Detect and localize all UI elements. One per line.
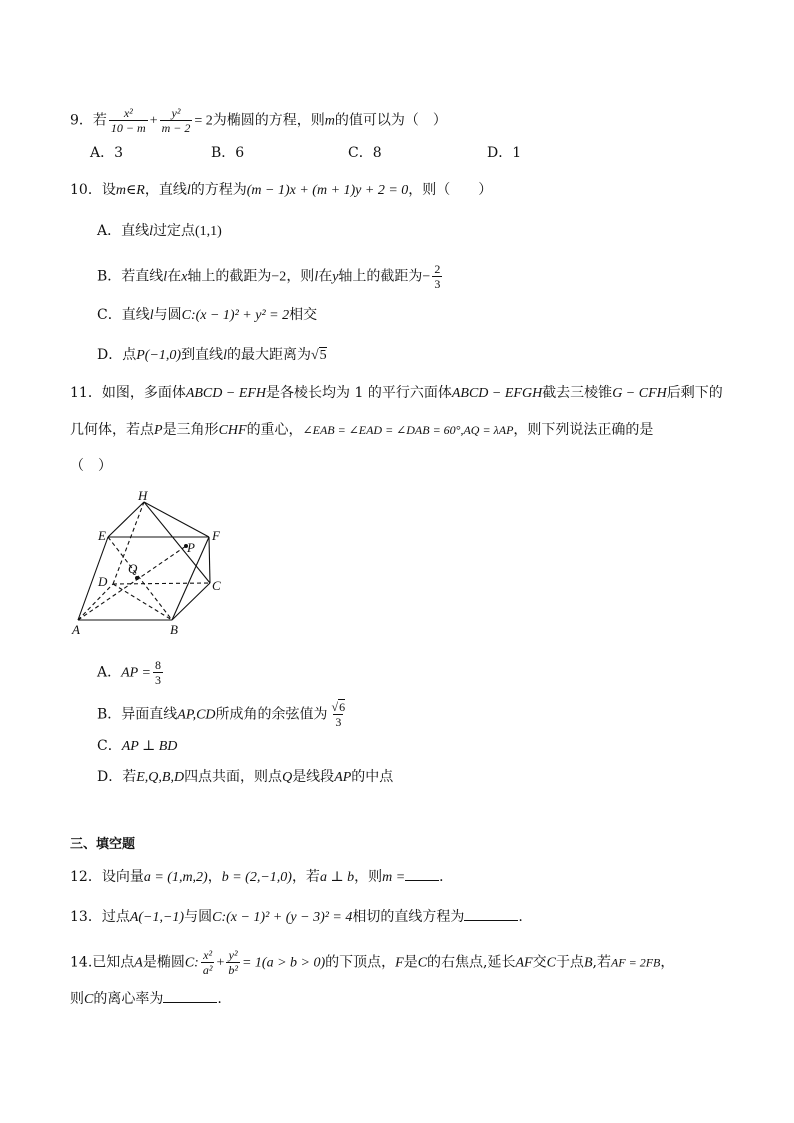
q9-frac1: $\frac{\text{x²}}{10 - m}$: [110, 106, 146, 135]
q11-option-c: C．AP ⊥ BD: [97, 738, 178, 754]
q11-stem-line1: 11．如图，多面体ABCD − EFH是各棱长均为 1 的平行六面体ABCD − EFGH截去三棱锥G − CFH后剩下的: [70, 385, 723, 401]
section-title: 三、填空题: [70, 837, 136, 852]
q10-stem: 10．设m∈R，直线l的方程为(m − 1)x + (m + 1)y + 2 = 0，则（ ）: [70, 182, 493, 198]
label-e: E: [98, 528, 106, 543]
q9-option-a: A．3: [90, 145, 124, 161]
label-a: A: [72, 622, 80, 637]
q14-frac1: $\frac{\text{x²}}{\text{a²}}$: [202, 948, 213, 977]
edge-hc: [144, 502, 210, 583]
q13-answer-blank[interactable]: [464, 908, 518, 921]
q14-stem-line1: 14.已知点A是椭圆C: $\frac{\text{x²}}{\text{a²}}$ + $\frac{\text{y²}}{\text{b²}}$ = 1(a > b > 0)的下顶点，F是C的右焦点,延长AF交C于点B,若AF = 2FB，: [70, 948, 675, 977]
q9-frac2: $\frac{\text{y²}}{m - 2}$: [161, 106, 191, 135]
label-q: Q: [128, 561, 138, 576]
segment-db: [113, 584, 172, 620]
label-f: F: [212, 528, 220, 543]
q9-option-d: D．1: [487, 145, 522, 161]
q12-stem: 12．设向量a = (1,m,2)，b = (2,−1,0)，若a ⊥ b，则m = ．: [70, 869, 454, 885]
q11-polyhedron-figure: [68, 488, 238, 638]
label-c: C: [212, 578, 221, 593]
label-b: B: [170, 622, 178, 637]
edge-ad: [78, 584, 113, 620]
q13-stem: 13．过点A(−1,−1)与圆C:(x − 1)² + (y − 3)² = 4相切的直线方程为 .: [70, 909, 523, 925]
q14-answer-blank[interactable]: [163, 990, 217, 1003]
edge-eh: [108, 502, 144, 537]
q9-stem: 9．若 $\frac{\text{x²}}{10 - m}$ + $\frac{\text{y²}}{m - 2}$ = 2为椭圆的方程，则m的值可以为（ ）: [70, 106, 447, 135]
edge-cf: [209, 537, 210, 583]
q11-stem-line3: （ ）: [70, 458, 112, 474]
q11-stem-line2: 几何体，若点P是三角形CHF的重心，∠EAB = ∠EAD = ∠DAB = 60°,AQ = λAP，则下列说法正确的是: [70, 422, 654, 438]
label-h: H: [138, 488, 148, 503]
q9-option-b: B．6: [211, 145, 245, 161]
q11-option-a: A．AP = $\frac{8}{3}$: [97, 658, 161, 687]
label-d: D: [98, 574, 108, 589]
q9-option-c: C．8: [348, 145, 382, 161]
q10-option-d: D．点P(−1,0)到直线l的最大距离为√5: [97, 347, 327, 363]
q14-frac2: $\frac{\text{y²}}{\text{b²}}$: [228, 948, 238, 977]
q11-option-d: D．若E,Q,B,D四点共面，则点Q是线段AP的中点: [97, 769, 394, 785]
q14-stem-line2: 则C的离心率为 .: [70, 991, 222, 1007]
label-p: P: [187, 540, 195, 555]
edge-dc: [113, 583, 210, 584]
edge-bc: [172, 583, 210, 620]
q11-option-b: B．异面直线AP,CD所成角的余弦值为 $\frac{√6}{3}$: [97, 700, 346, 729]
q11-option-b-frac: $\frac{√6}{3}$: [331, 700, 346, 729]
q11-option-a-frac: $\frac{8}{3}$: [154, 658, 161, 687]
segment-eb: [108, 537, 172, 620]
q10-option-b-frac: $\frac{2}{3}$: [434, 262, 441, 291]
edge-hf: [144, 502, 209, 537]
q10-option-c: C．直线l与圆C:(x − 1)² + y² = 2相交: [97, 307, 318, 323]
q10-option-a: A．直线l过定点(1,1): [97, 223, 222, 239]
q12-answer-blank[interactable]: [405, 868, 439, 881]
point-q: [135, 576, 139, 580]
q10-option-b: B．若直线l在x轴上的截距为−2，则l在y轴上的截距为− $\frac{2}{3}$: [97, 262, 441, 291]
